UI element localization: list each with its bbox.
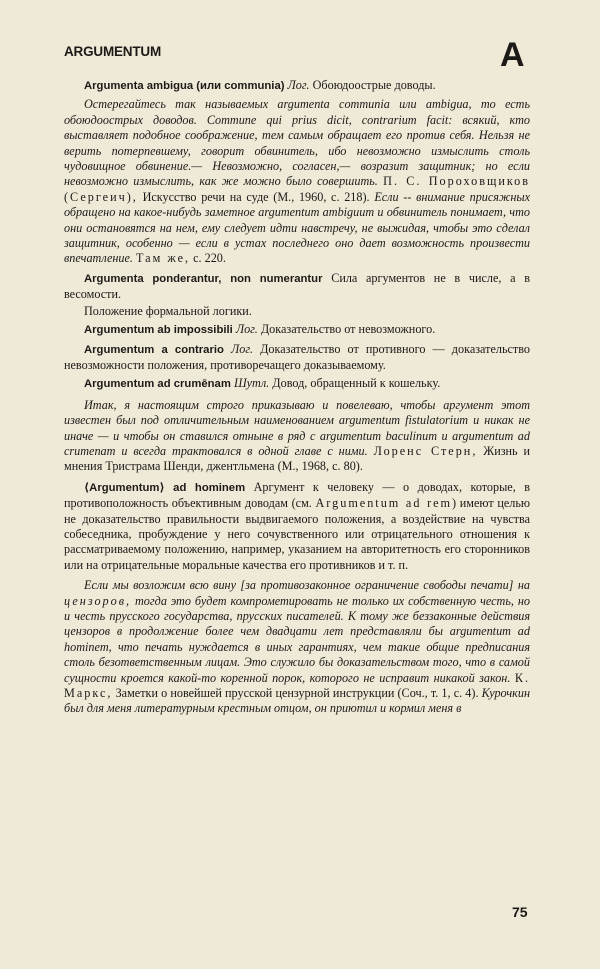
entry-definition: Аргумент к человеку — о доводах, которые, в противоположность объективным доводам (см. (64, 479, 530, 511)
citation (64, 578, 530, 717)
entry-argumentum-ad-crumenam (64, 376, 530, 392)
citation-source: с. 220. (193, 251, 226, 266)
citation-author: К. Маркс, (64, 670, 531, 701)
citation-text: Курочкин был для меня литературным крестным отцом, он приютил и кормил меня в (64, 686, 530, 716)
entry-note: Положение формальной логики. (84, 303, 252, 318)
citation-text: Если -- внимание присяжных обращено на какое-нибудь заметное argumentum ambiguum и обвинитель понимает, что они остановятся на нем, ему следует идти навстречу, не выжидая, чтобы это сделал защитник, особенно — если в устах последнего оно дает возможность произвести впечатление. (64, 189, 531, 266)
citation-text: Остерегайтесь так называемых argumenta communia или ambigua, то есть обоюдоострых доводов. Commune qui prius dicit, contrarium facit: всякий, кто выставляет подобное соображение, тем самым обращает его против себя. Нельзя не верить потерпевшему, говорит обвинитель, ибо невозможно измыслить столь чудовищное обвинение.— Невозможно, согласен,— возразит защитник; но если невозможно измыслить, как же можно было совершить. (64, 97, 530, 189)
entry-argumentum-ab-impossibili (64, 322, 530, 338)
entry-label: Лог. (235, 322, 258, 337)
citation-text: Итак, я настоящим строго приказываю и повелеваю, чтобы аргумент этот известен был под отличительным наименованием argumentum fistulatorium и никак не иначе — и чтобы он ставился отныне в ряд с argumentum baculinum и argumentum ad crumenam и всегда трактовался в одной главе с ними. (64, 397, 530, 458)
citation-source: Заметки о новейшей прусской цензурной инструкции (Соч., т. 1, с. 4). (115, 686, 479, 701)
entry-headword: Argumenta ambigua (84, 80, 194, 92)
entry-label: Лог. (287, 78, 310, 92)
entry-headword-variant: (или communia) (196, 80, 285, 92)
citation-author: Лоренс Стерн, (373, 443, 478, 458)
citation-author: Там же, (136, 251, 191, 266)
entry-argumenta-ambigua (64, 78, 530, 94)
cross-reference: Argumentum ad rem (315, 496, 453, 511)
entry-argumentum-a-contrario (64, 342, 530, 374)
page-number: 75 (512, 904, 528, 920)
entry-headword: Argumenta ponderantur, non numerantur (84, 272, 323, 285)
entry-headword: Argumentum a contrario (84, 343, 224, 356)
entry-argumenta-ponderantur (64, 271, 530, 303)
entry-label: Лог. (231, 341, 253, 356)
citation (64, 398, 530, 475)
entry-definition: Доказательство от противного — доказательство невозможности положения, противоречащего доказываемому. (64, 341, 531, 372)
entry-definition: Сила аргументов не в числе, а в весомости. (64, 270, 531, 302)
citation-author: П. С. Пороховщиков (Сергеич), (64, 174, 531, 204)
entry-headword: Argumentum ab impossibili (84, 324, 233, 337)
citation-source: Искусство речи на суде (М., 1960, с. 218). (142, 189, 370, 204)
entry-definition: Обоюдоострые доводы. (312, 78, 436, 92)
dictionary-text (64, 78, 530, 721)
citation-emphasis: цензоров, (64, 593, 132, 608)
entry-definition: Довод, обращенный к кошельку. (272, 376, 441, 391)
entry-label: Шутл. (233, 376, 270, 391)
citation (64, 97, 530, 266)
entry-argumentum-ad-hominem (64, 480, 530, 573)
section-letter: A (500, 36, 525, 74)
entry-definition: ) имеют целью не доказательство правильности выдвигаемого положения, а воздействие на чувства собеседника, пробуждение у него сочувственного или отрицательного отношения к рассматриваемому положению, например, указанием на авторитетность его сторонников или на отрицательные моральные качества его противников и т. п. (64, 496, 530, 572)
entry-headword: Argumentum ad crumēnam (84, 378, 231, 391)
entry-definition: Доказательство от невозможного. (260, 322, 436, 337)
citation-source: Жизнь и мнения Тристрама Шенди, джентльмена (М., 1968, с. 80). (64, 443, 531, 474)
entry-headword: ⟨Argumentum⟩ ad hominem (84, 481, 246, 494)
running-head: ARGUMENTUM (64, 44, 161, 59)
citation-text: тогда это будет компрометировать не только их собственную честь, но и честь прусского государства, прусских писателей. К тому же беззаконные действия цензоров в продолжение более чем двадцати лет представляли бы argumentum ad hominem, что печать нуждается в иных гарантиях, чем такие общие предписания столь безответственным лицам. Это служило бы доказательством того, что в самой сущности кроется какой-то коренной порок, которого не исправит никакой закон. (64, 593, 530, 685)
citation-text: Если мы возложим всю вину [за противозаконное ограничение свободы печати] на (84, 578, 530, 593)
